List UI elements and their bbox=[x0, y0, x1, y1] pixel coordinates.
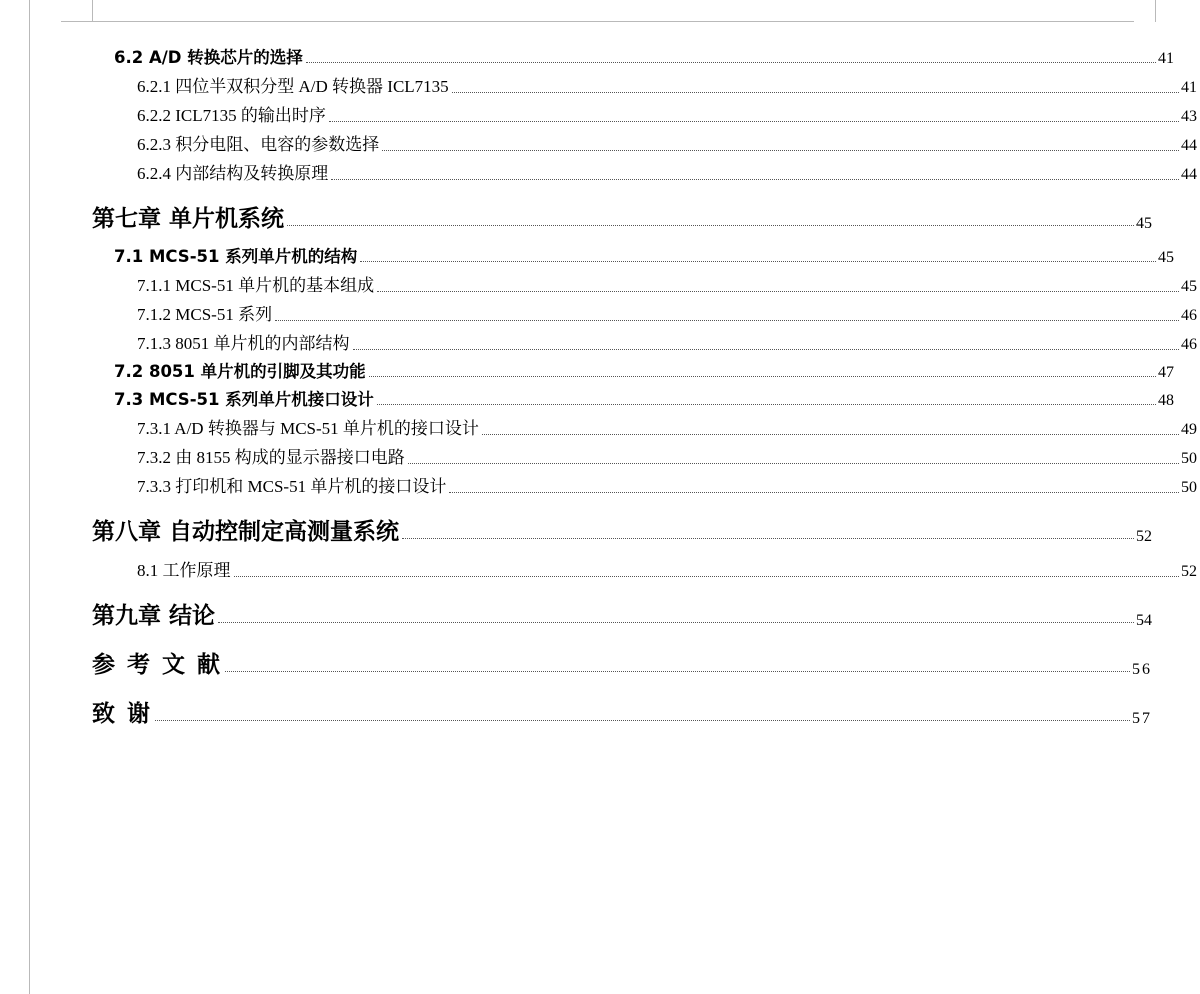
toc-leader-dots bbox=[331, 178, 1179, 180]
toc-entry[interactable] bbox=[92, 472, 1197, 497]
toc-entry-title: 6.2.1 四位半双积分型 A/D 转换器 ICL7135 bbox=[137, 77, 449, 96]
toc-leader-dots bbox=[482, 433, 1179, 435]
toc-entry[interactable] bbox=[92, 72, 1197, 97]
toc-entry-title: 8.1 工作原理 bbox=[137, 561, 231, 580]
toc-entry[interactable] bbox=[92, 556, 1197, 581]
toc-entry-title: 7.2 8051 单片机的引脚及其功能 bbox=[114, 362, 366, 381]
toc-leader-dots bbox=[275, 319, 1179, 321]
toc-entry-title: 7.1 MCS-51 系列单片机的结构 bbox=[114, 247, 358, 266]
toc-entry[interactable] bbox=[92, 271, 1197, 296]
toc-leader-dots bbox=[225, 670, 1130, 672]
toc-entry-title: 第七章 单片机系统 bbox=[92, 205, 285, 232]
toc-leader-dots bbox=[234, 575, 1180, 577]
toc-entry-title: 致 谢 bbox=[92, 700, 153, 727]
toc-entry-title: 6.2.2 ICL7135 的输出时序 bbox=[137, 106, 326, 125]
toc-entry-title: 7.3.3 打印机和 MCS-51 单片机的接口设计 bbox=[137, 477, 447, 496]
toc-entry-title: 6.2 A/D 转换芯片的选择 bbox=[114, 48, 303, 67]
toc-leader-dots bbox=[402, 537, 1134, 539]
header-divider bbox=[61, 21, 1134, 22]
toc-entry[interactable] bbox=[92, 358, 1174, 382]
toc-entry-page: 47 bbox=[1158, 364, 1174, 381]
toc-entry-page: 43 bbox=[1181, 108, 1197, 125]
toc-entry[interactable] bbox=[92, 44, 1174, 68]
toc-entry-page: 48 bbox=[1158, 392, 1174, 409]
toc-entry-title: 6.2.4 内部结构及转换原理 bbox=[137, 164, 329, 183]
toc-entry-page: 50 bbox=[1181, 479, 1197, 496]
toc-entry-title: 6.2.3 积分电阻、电容的参数选择 bbox=[137, 135, 380, 154]
toc-entry-page: 57 bbox=[1132, 710, 1152, 727]
toc-chapter-entry[interactable] bbox=[92, 646, 1152, 679]
toc-entry-title: 7.1.1 MCS-51 单片机的基本组成 bbox=[137, 276, 375, 295]
toc-entry-title: 7.3.2 由 8155 构成的显示器接口电路 bbox=[137, 448, 405, 467]
toc-entry-page: 56 bbox=[1132, 661, 1152, 678]
toc-leader-dots bbox=[155, 719, 1130, 721]
toc-entry[interactable] bbox=[92, 386, 1174, 410]
toc-entry[interactable] bbox=[92, 443, 1197, 468]
toc-entry-page: 44 bbox=[1181, 137, 1197, 154]
toc-entry-page: 49 bbox=[1181, 421, 1197, 438]
toc-leader-dots bbox=[377, 403, 1156, 405]
toc-leader-dots bbox=[382, 149, 1179, 151]
toc-leader-dots bbox=[369, 375, 1156, 377]
toc-chapter-entry[interactable] bbox=[92, 513, 1152, 546]
toc-entry-page: 52 bbox=[1136, 528, 1152, 545]
toc-entry-page: 46 bbox=[1181, 336, 1197, 353]
toc-entry[interactable] bbox=[92, 130, 1197, 155]
toc-leader-dots bbox=[408, 462, 1179, 464]
toc-entry-page: 41 bbox=[1158, 50, 1174, 67]
toc-entry-page: 46 bbox=[1181, 307, 1197, 324]
table-of-contents bbox=[92, 44, 1197, 738]
toc-entry-title: 7.3 MCS-51 系列单片机接口设计 bbox=[114, 390, 374, 409]
toc-entry-title: 第八章 自动控制定高测量系统 bbox=[92, 518, 400, 545]
toc-entry[interactable] bbox=[92, 300, 1197, 325]
toc-entry[interactable] bbox=[92, 329, 1197, 354]
toc-entry[interactable] bbox=[92, 414, 1197, 439]
toc-entry-title: 7.1.2 MCS-51 系列 bbox=[137, 305, 273, 324]
toc-entry-page: 52 bbox=[1181, 563, 1197, 580]
toc-chapter-entry[interactable] bbox=[92, 597, 1152, 630]
toc-leader-dots bbox=[353, 348, 1180, 350]
toc-leader-dots bbox=[452, 91, 1179, 93]
toc-entry-title: 7.1.3 8051 单片机的内部结构 bbox=[137, 334, 350, 353]
toc-entry-page: 41 bbox=[1181, 79, 1197, 96]
left-margin-rule bbox=[29, 0, 30, 994]
toc-entry-page: 50 bbox=[1181, 450, 1197, 467]
toc-leader-dots bbox=[377, 290, 1179, 292]
toc-leader-dots bbox=[329, 120, 1179, 122]
toc-entry-title: 第九章 结论 bbox=[92, 602, 216, 629]
toc-entry-page: 45 bbox=[1181, 278, 1197, 295]
toc-entry-page: 45 bbox=[1158, 249, 1174, 266]
toc-chapter-entry[interactable] bbox=[92, 695, 1152, 728]
toc-leader-dots bbox=[360, 260, 1156, 262]
toc-leader-dots bbox=[449, 491, 1179, 493]
toc-chapter-entry[interactable] bbox=[92, 200, 1152, 233]
toc-leader-dots bbox=[306, 61, 1156, 63]
toc-entry-title: 7.3.1 A/D 转换器与 MCS-51 单片机的接口设计 bbox=[137, 419, 479, 438]
page-header-band bbox=[92, 0, 1156, 22]
toc-entry-page: 45 bbox=[1136, 215, 1152, 232]
toc-leader-dots bbox=[218, 621, 1134, 623]
toc-entry-title: 参 考 文 献 bbox=[92, 651, 223, 678]
toc-leader-dots bbox=[287, 224, 1134, 226]
toc-entry-page: 54 bbox=[1136, 612, 1152, 629]
toc-entry[interactable] bbox=[92, 243, 1174, 267]
toc-entry[interactable] bbox=[92, 101, 1197, 126]
toc-entry[interactable] bbox=[92, 159, 1197, 184]
toc-entry-page: 44 bbox=[1181, 166, 1197, 183]
